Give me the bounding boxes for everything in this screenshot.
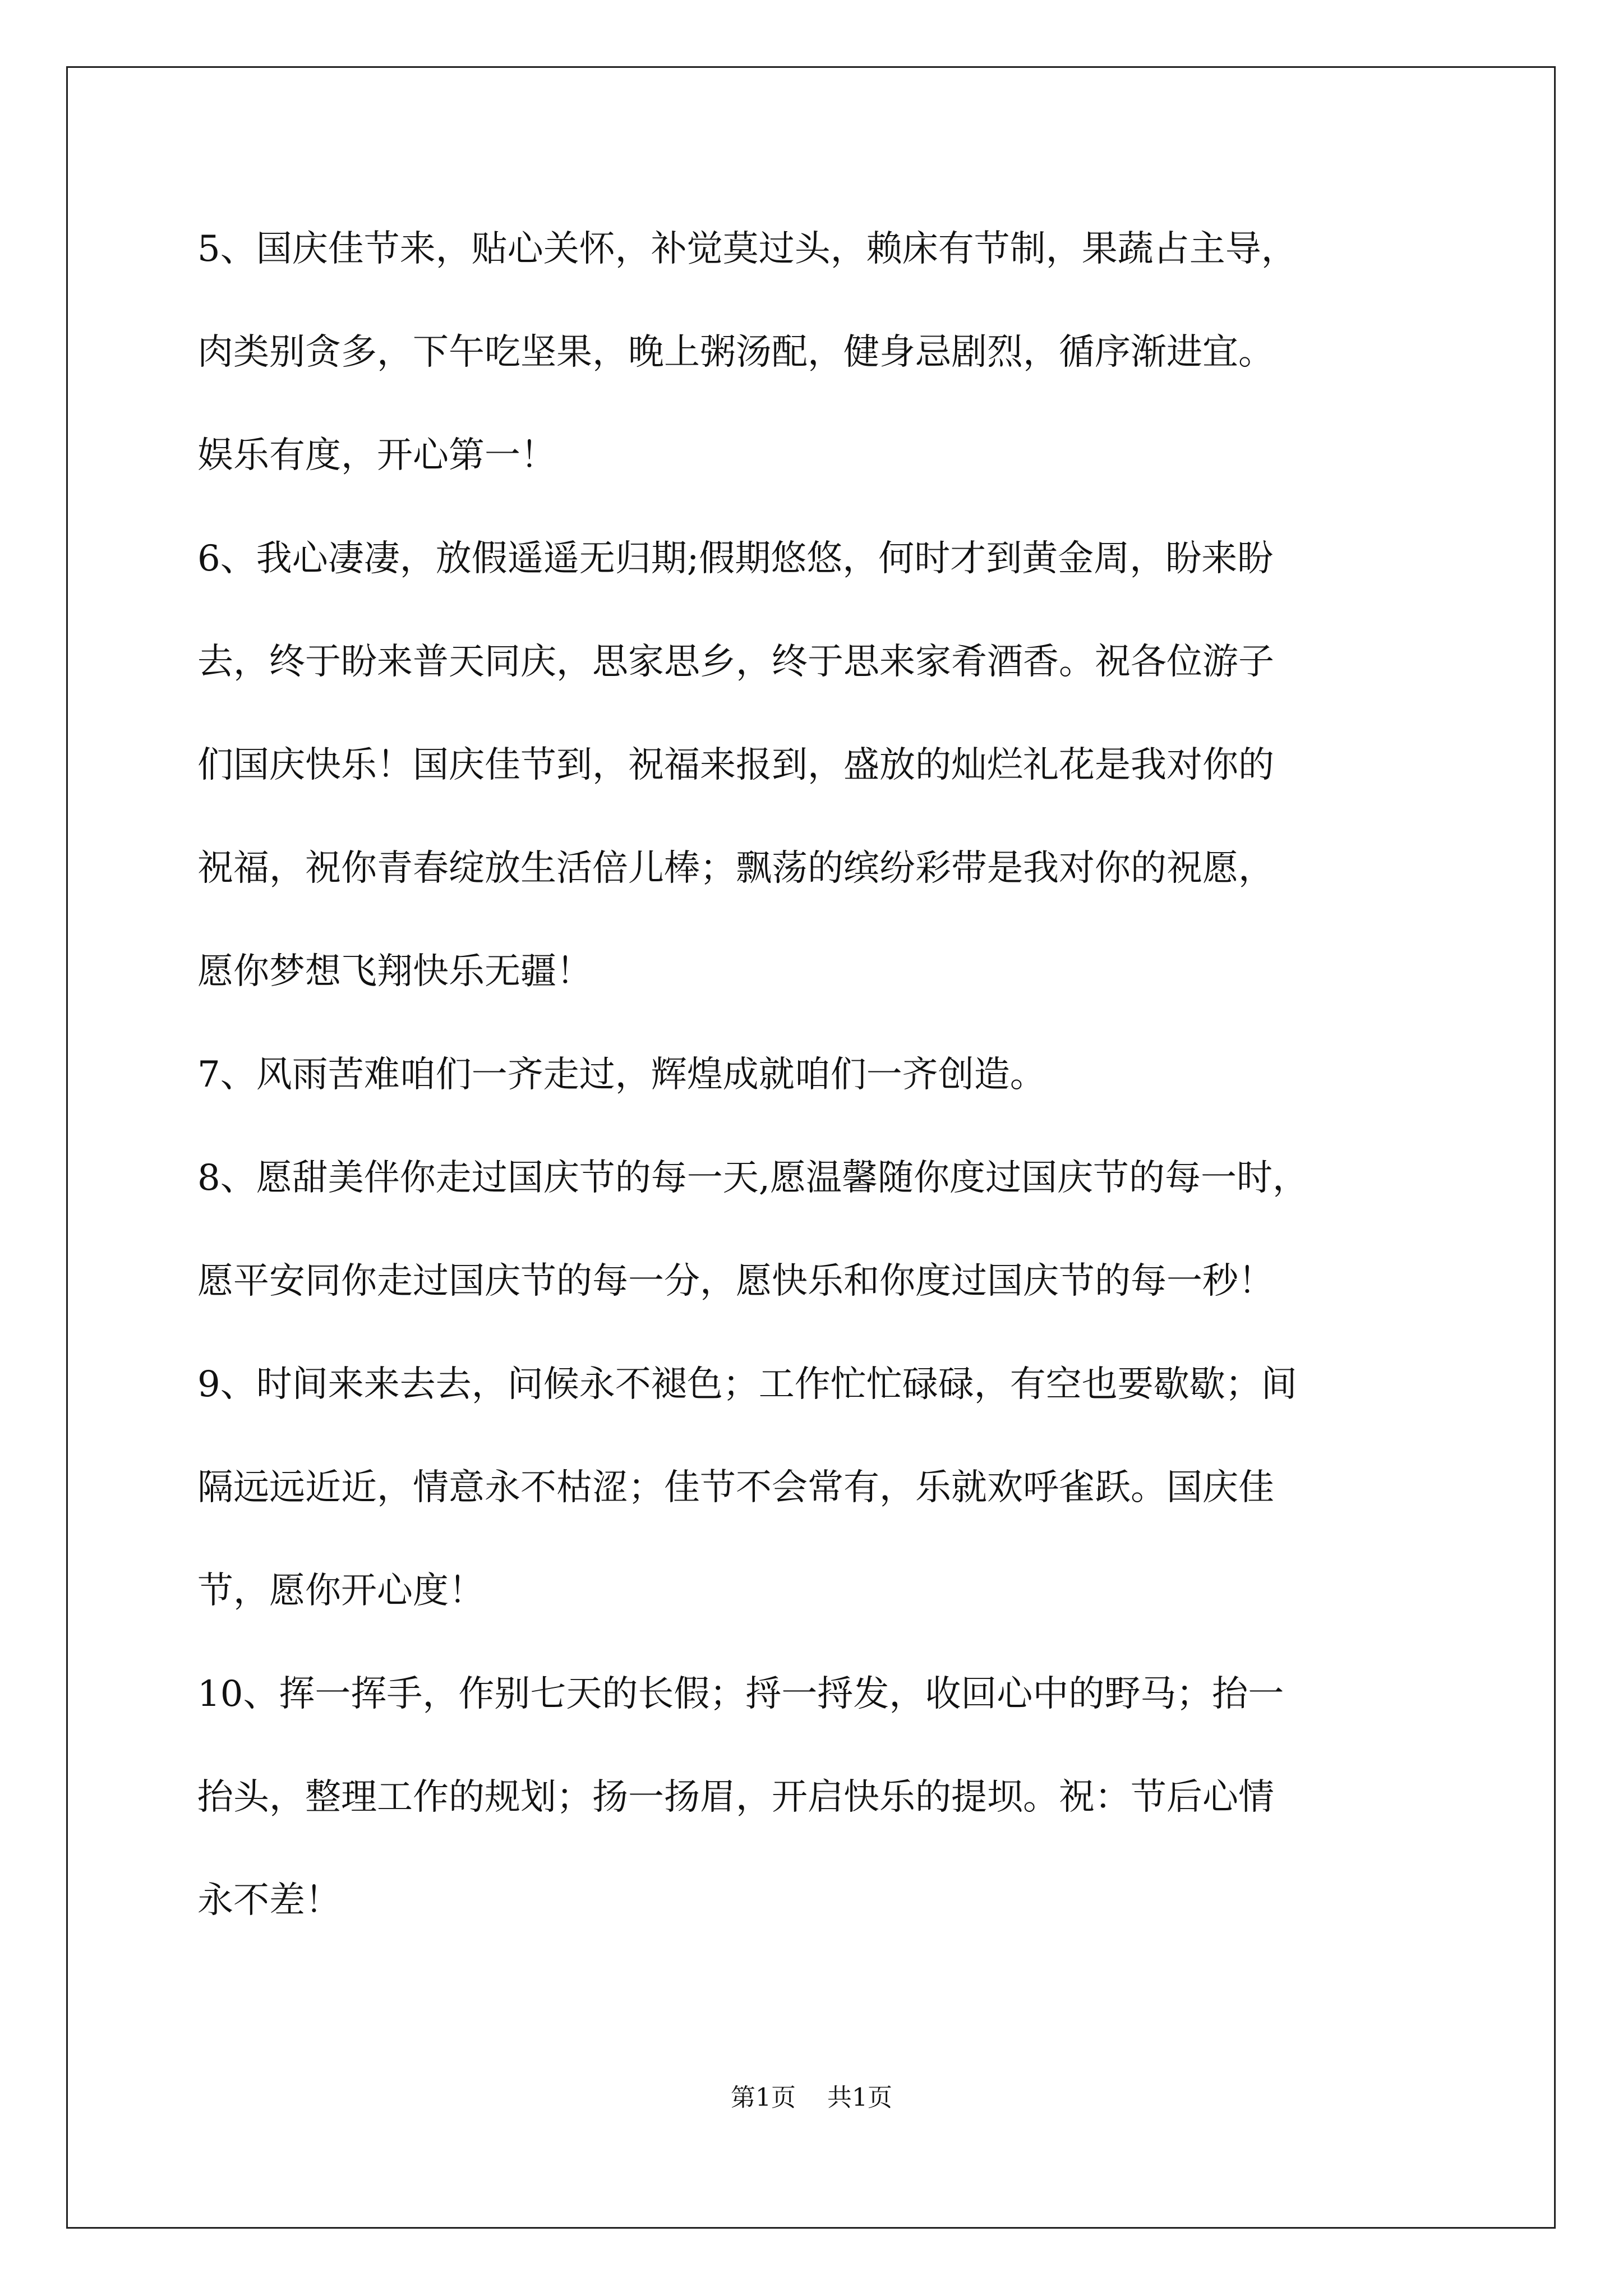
text-line: 抬头，整理工作的规划；扬一扬眉，开启快乐的提坝。祝：节后心情: [197, 1777, 1274, 1818]
text-line: 5、国庆佳节来，贴心关怀，补觉莫过头，赖床有节制，果蔬占主导，: [197, 228, 1297, 270]
text-line: 8、愿甜美伴你走过国庆节的每一天,愿温馨随你度过国庆节的每一时，: [197, 1157, 1309, 1199]
text-line: 隔远远近近，情意永不枯涩；佳节不会常有，乐就欢呼雀跃。国庆佳: [197, 1467, 1274, 1508]
page-footer: [0, 2081, 1623, 2115]
text-line: 7、风雨苦难咱们一齐走过，辉煌成就咱们一齐创造。: [197, 1054, 1046, 1096]
text-line: 愿平安同你走过国庆节的每一分，愿快乐和你度过国庆节的每一秒！: [197, 1260, 1274, 1302]
text-line: 节，愿你开心度！: [197, 1570, 485, 1612]
text-line: 肉类别贪多，下午吃坚果，晚上粥汤配，健身忌剧烈，循序渐进宜。: [197, 332, 1274, 373]
text-line: 娱乐有度，开心第一！: [197, 435, 556, 476]
text-line: 祝福，祝你青春绽放生活倍儿棒；飘荡的缤纷彩带是我对你的祝愿，: [197, 848, 1274, 889]
document-body: [197, 213, 1465, 1968]
text-line: 愿你梦想飞翔快乐无疆！: [197, 951, 592, 992]
text-line: 们国庆快乐！国庆佳节到，祝福来报到，盛放的灿烂礼花是我对你的: [197, 744, 1274, 786]
text-line: 永不差！: [197, 1880, 341, 1921]
text-line: 9、时间来来去去，问候永不褪色；工作忙忙碌碌，有空也要歇歇；间: [197, 1364, 1297, 1405]
text-line: 去，终于盼来普天同庆，思家思乡，终于思来家肴酒香。祝各位游子: [197, 641, 1274, 683]
page-total: 共1页: [827, 2083, 892, 2112]
page-number: 第1页: [731, 2083, 796, 2112]
text-line: 6、我心凄凄，放假遥遥无归期;假期悠悠，何时才到黄金周，盼来盼: [197, 538, 1274, 579]
text-line: 10、挥一挥手，作别七天的长假；捋一捋发，收回心中的野马；抬一: [197, 1673, 1284, 1715]
